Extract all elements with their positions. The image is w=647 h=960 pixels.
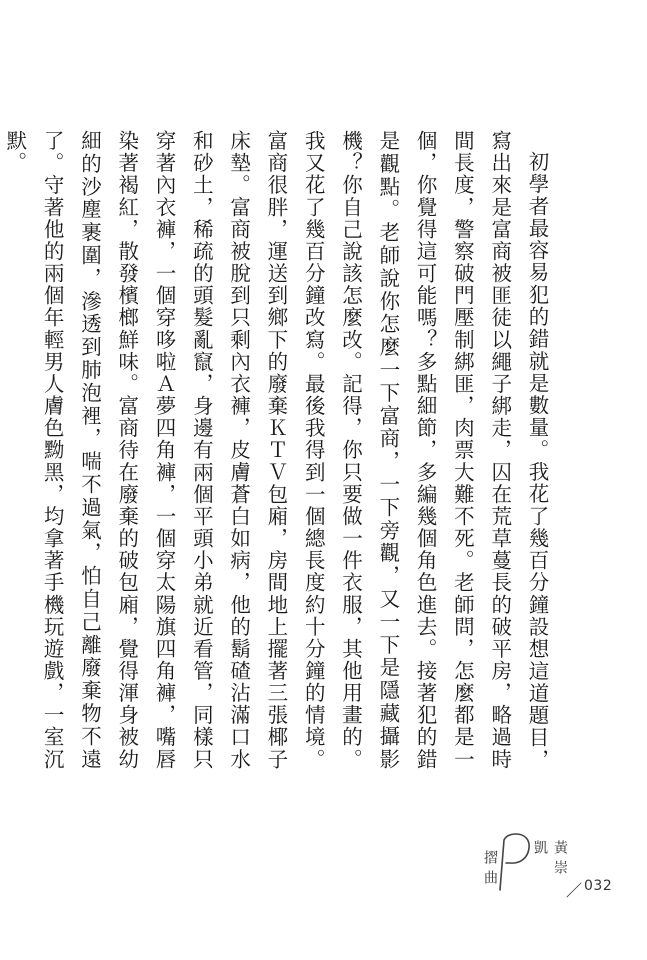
running-footer bbox=[470, 822, 620, 900]
book-title: 摺曲 bbox=[482, 850, 498, 890]
page-number: 032 bbox=[584, 878, 613, 894]
page-separator: ／ bbox=[566, 881, 583, 900]
author-name: 黃崇凱 bbox=[532, 840, 568, 880]
body-text bbox=[0, 130, 555, 770]
paragraph: 初學者最容易犯的錯就是數量。我花了幾百分鐘設想這道題目，寫出來是富商被匪徒以繩子綁走，囚在荒草蔓長的破平房，略過時間長度，警察破門壓制綁匪，肉票大難不死。老師問，怎麼都是一個，你覺得這可能嗎？多點細節，多編幾個角色進去。接著犯的錯是觀點。老師說你怎麼一下富商，一下旁觀，又一下是隱藏攝影機？你自己說該怎麼改。記得，你只要做一件衣服，其他用畫的。我又花了幾百分鐘改寫。最後我得到一個總長度約十分鐘的情境。富商很胖，運送到鄉下的廢棄ＫＴＶ包廂，房間地上擺著三張椰子床墊。富商被脫到只剩內衣褲，皮膚蒼白如病，他的鬍碴沾滿口水和砂土，稀疏的頭髮亂竄，身邊有兩個平頭小弟就近看管，同樣只穿著內衣褲，一個穿哆啦Ａ夢四角褲，一個穿太陽旗四角褲，嘴唇染著褐紅，散發檳榔鮮味。富商待在廢棄的破包廂，覺得渾身被幼細的沙塵裹圍，滲透到肺泡裡，喘不過氣，怕自己離廢棄物不遠了。守著他的兩個年輕男人膚色黝黑，均拿著手機玩遊戲，一室沉默。 bbox=[2, 130, 549, 770]
book-logo-p bbox=[492, 832, 532, 892]
